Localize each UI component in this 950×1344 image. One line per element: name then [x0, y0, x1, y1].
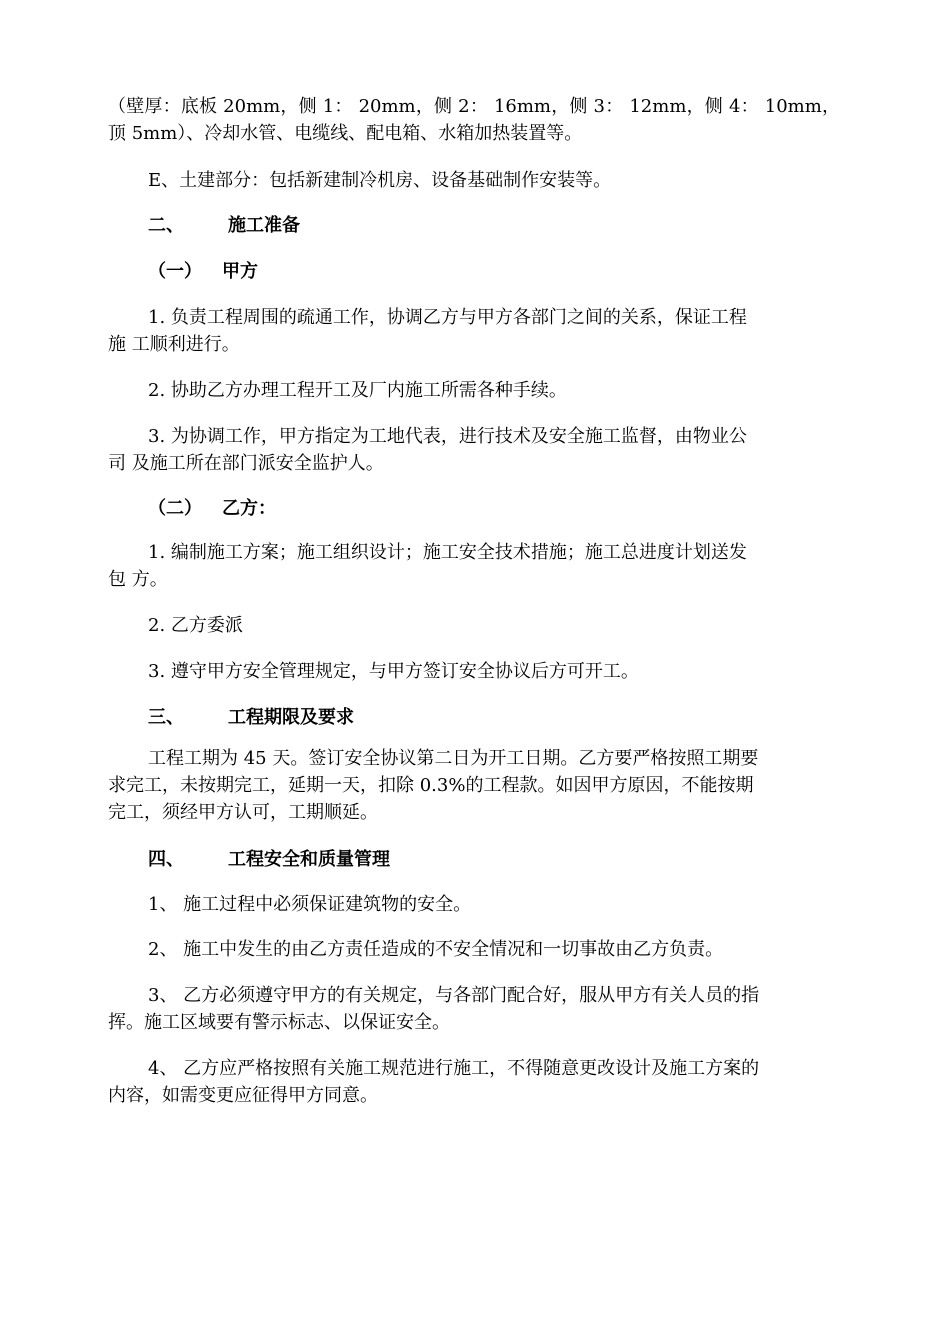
paragraph: E、土建部分：包括新建制冷机房、设备基础制作安装等。: [148, 170, 612, 191]
paragraph-line: 3. 为协调工作，甲方指定为工地代表，进行技术及安全施工监督，由物业公: [148, 426, 747, 447]
list-item: 1、 施工过程中必须保证建筑物的安全。: [148, 894, 472, 915]
section-heading: [148, 214, 300, 238]
paragraph-line: 包 方。: [108, 569, 168, 590]
paragraph-line: 内容，如需变更应征得甲方同意。: [108, 1085, 378, 1106]
subsection-number: （二）: [148, 498, 202, 519]
paragraph-line: 施 工顺利进行。: [108, 334, 240, 355]
paragraph: 2. 协助乙方办理工程开工及厂内施工所需各种手续。: [148, 380, 567, 401]
paragraph-line: （壁厚：底板 20mm，侧 1： 20mm，侧 2： 16mm，侧 3： 12mm，侧 4： 10mm，: [108, 96, 840, 117]
list-item: 2、 施工中发生的由乙方责任造成的不安全情况和一切事故由乙方负责。: [148, 939, 724, 960]
section-number: 二、: [148, 215, 184, 236]
paragraph: 2. 乙方委派: [148, 615, 243, 636]
subsection-title: 乙方：: [222, 498, 276, 519]
subsection-number: （一）: [148, 261, 202, 282]
section-number: 三、: [148, 707, 184, 728]
section-number: 四、: [148, 849, 184, 870]
paragraph-line: 1. 负责工程周围的疏通工作，协调乙方与甲方各部门之间的关系，保证工程: [148, 307, 747, 328]
section-title: 工程安全和质量管理: [228, 849, 390, 870]
subsection-heading: [148, 497, 276, 521]
paragraph-line: 司 及施工所在部门派安全监护人。: [108, 453, 384, 474]
paragraph-line: 1. 编制施工方案；施工组织设计；施工安全技术措施；施工总进度计划送发: [148, 542, 747, 563]
paragraph-line: 4、 乙方应严格按照有关施工规范进行施工，不得随意更改设计及施工方案的: [148, 1058, 760, 1079]
paragraph-line: 挥。施工区域要有警示标志、以保证安全。: [108, 1012, 450, 1033]
paragraph-line: 3、 乙方必须遵守甲方的有关规定，与各部门配合好，服从甲方有关人员的指: [148, 985, 760, 1006]
section-heading: [148, 848, 390, 872]
subsection-title: 甲方: [222, 261, 258, 282]
section-title: 工程期限及要求: [228, 707, 354, 728]
section-heading: [148, 706, 354, 730]
paragraph-line: 顶 5mm）、冷却水管、电缆线、配电箱、水箱加热装置等。: [108, 123, 583, 144]
paragraph: 3. 遵守甲方安全管理规定，与甲方签订安全协议后方可开工。: [148, 661, 639, 682]
paragraph-line: 求完工，未按期完工，延期一天，扣除 0.3%的工程款。如因甲方原因，不能按期: [108, 775, 754, 796]
paragraph-line: 完工，须经甲方认可，工期顺延。: [108, 802, 378, 823]
subsection-heading: [148, 260, 258, 284]
paragraph-line: 工程工期为 45 天。签订安全协议第二日为开工日期。乙方要严格按照工期要: [148, 748, 759, 769]
section-title: 施工准备: [228, 215, 300, 236]
